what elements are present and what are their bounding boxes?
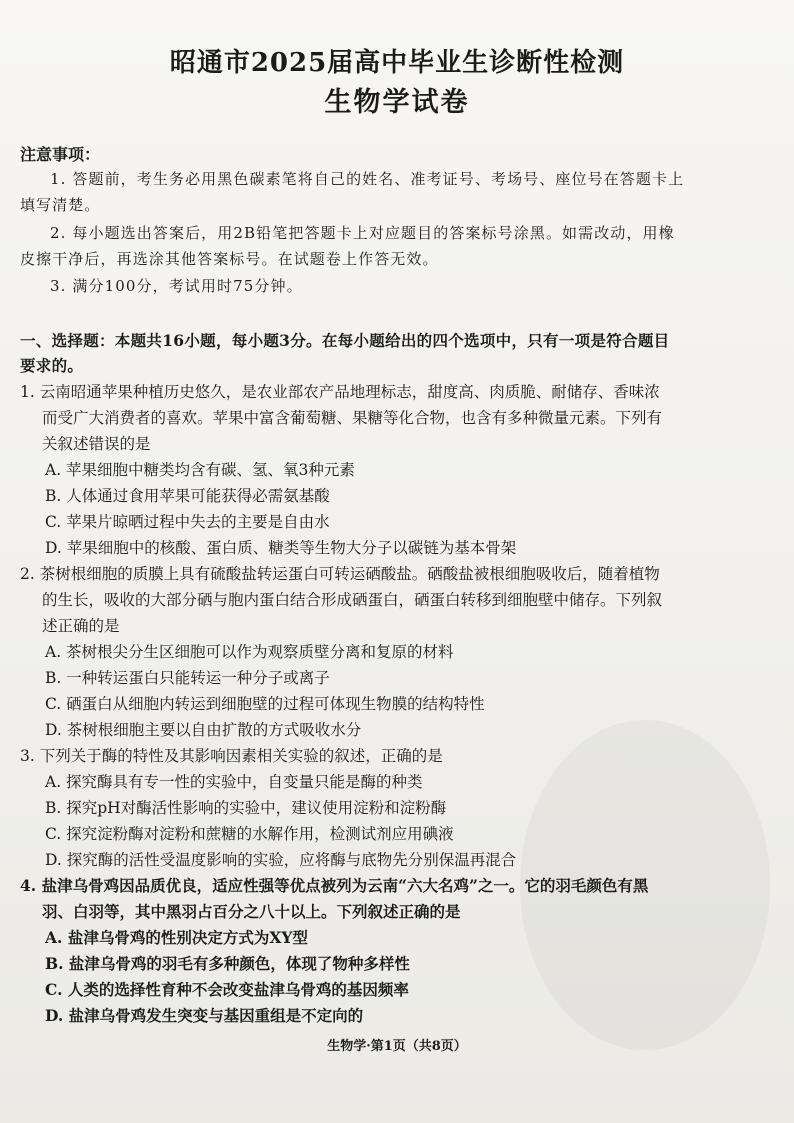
q1-stem-line-1: 1. 云南昭通苹果种植历史悠久，是农业部农产品地理标志，甜度高、肉质脆、耐储存、香味浓 xyxy=(20,383,660,401)
q4-option-b: B. 盐津乌骨鸡的羽毛有多种颜色，体现了物种多样性 xyxy=(45,954,410,973)
q2-option-a: A. 茶树根尖分生区细胞可以作为观察质壁分离和复原的材料 xyxy=(45,643,454,661)
notice-line-5: 3. 满分100分，考试用时75分钟。 xyxy=(50,277,303,295)
q2-option-b: B. 一种转运蛋白只能转运一种分子或离子 xyxy=(45,669,330,687)
q4-option-d: D. 盐津乌骨鸡发生突变与基因重组是不定向的 xyxy=(45,1006,364,1025)
q3-option-b: B. 探究pH对酶活性影响的实验中，建议使用淀粉和淀粉酶 xyxy=(45,799,447,817)
q2-stem-line-1: 2. 茶树根细胞的质膜上具有硫酸盐转运蛋白可转运硒酸盐。硒酸盐被根细胞吸收后，随着植物 xyxy=(20,565,660,583)
section-heading-line-2: 要求的。 xyxy=(20,356,84,375)
q2-option-c: C. 硒蛋白从细胞内转运到细胞壁的过程可体现生物膜的结构特性 xyxy=(45,695,485,713)
q1-option-c: C. 苹果片晾晒过程中失去的主要是自由水 xyxy=(45,513,330,531)
notice-heading: 注意事项： xyxy=(20,145,101,164)
q3-option-a: A. 探究酶具有专一性的实验中，自变量只能是酶的种类 xyxy=(45,773,423,791)
section-heading-line-1: 一、选择题：本题共16小题，每小题3分。在每小题给出的四个选项中，只有一项是符合题目 xyxy=(20,331,670,350)
notice-line-4: 皮擦干净后，再选涂其他答案标号。在试题卷上作答无效。 xyxy=(20,250,439,268)
q2-stem-line-2: 的生长，吸收的大部分硒与胞内蛋白结合形成硒蛋白，硒蛋白转移到细胞壁中储存。下列叙 xyxy=(42,591,663,609)
q1-option-b: B. 人体通过食用苹果可能获得必需氨基酸 xyxy=(45,487,330,505)
q2-stem-line-3: 述正确的是 xyxy=(42,617,120,635)
q4-option-a: A. 盐津乌骨鸡的性别决定方式为XY型 xyxy=(45,928,308,947)
q1-stem-line-2: 而受广大消费者的喜欢。苹果中富含葡萄糖、果糖等化合物，也含有多种微量元素。下列有 xyxy=(42,409,663,427)
q3-option-c: C. 探究淀粉酶对淀粉和蔗糖的水解作用，检测试剂应用碘液 xyxy=(45,825,454,843)
exam-subtitle: 生物学试卷 xyxy=(324,87,470,118)
q4-option-c: C. 人类的选择性育种不会改变盐津乌骨鸡的基因频率 xyxy=(45,980,409,999)
q3-stem-line-1: 3. 下列关于酶的特性及其影响因素相关实验的叙述，正确的是 xyxy=(20,747,443,765)
q4-stem-line-1: 4. 盐津乌骨鸡因品质优良，适应性强等优点被列为云南“六大名鸡”之一。它的羽毛颜色有黑 xyxy=(20,876,649,895)
q3-option-d: D. 探究酶的活性受温度影响的实验，应将酶与底物先分别保温再混合 xyxy=(45,851,517,869)
q1-stem-line-3: 关叙述错误的是 xyxy=(42,435,151,453)
notice-line-2: 填写清楚。 xyxy=(20,196,101,214)
q2-option-d: D. 茶树根细胞主要以自由扩散的方式吸收水分 xyxy=(45,721,362,739)
notice-line-3: 2. 每小题选出答案后，用2B铅笔把答题卡上对应题目的答案标号涂黑。如需改动，用橡 xyxy=(50,224,675,242)
page-footer: 生物学·第1页（共8页） xyxy=(327,1039,467,1054)
notice-line-1: 1. 答题前，考生务必用黑色碳素笔将自己的姓名、准考证号、考场号、座位号在答题卡上 xyxy=(50,170,685,188)
exam-title: 昭通市2025届高中毕业生诊断性检测 xyxy=(169,48,625,78)
q1-option-a: A. 苹果细胞中糖类均含有碳、氢、氧3种元素 xyxy=(45,461,355,479)
q4-stem-line-2: 羽、白羽等，其中黑羽占百分之八十以上。下列叙述正确的是 xyxy=(42,902,461,921)
q1-option-d: D. 苹果细胞中的核酸、蛋白质、糖类等生物大分子以碳链为基本骨架 xyxy=(45,539,517,557)
